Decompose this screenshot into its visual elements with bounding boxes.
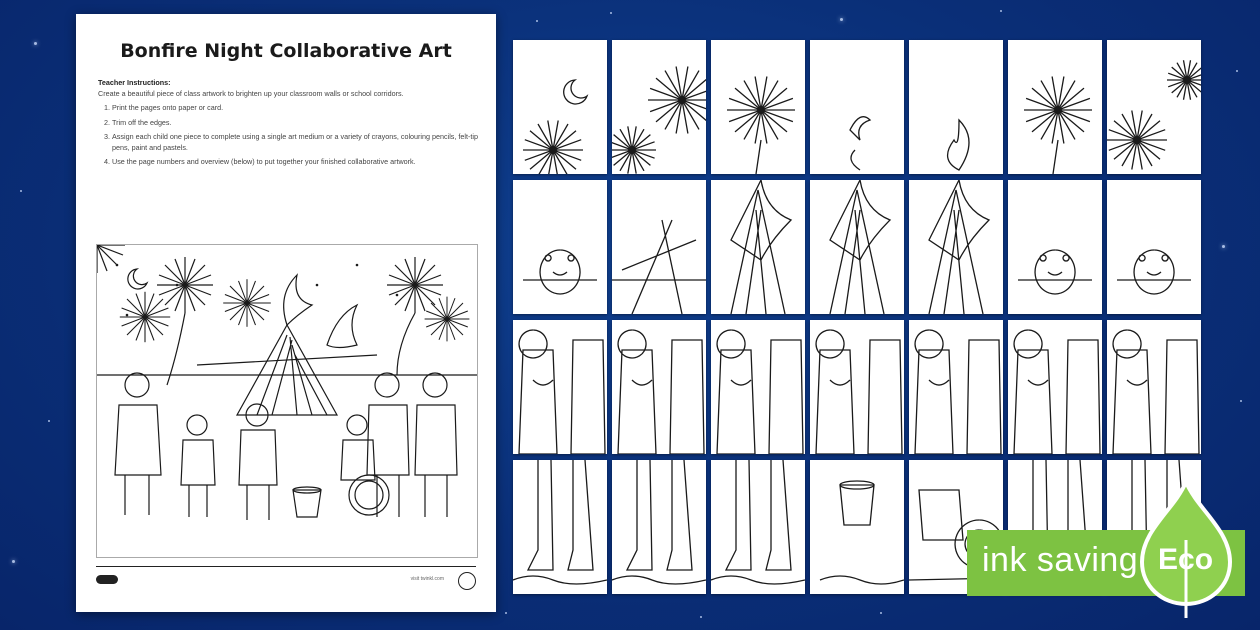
tile-artwork [1107,320,1201,454]
footer-url: visit twinkl.com [410,576,444,582]
tile-artwork [909,320,1003,454]
bonfire [237,325,337,415]
tile-artwork [1008,320,1102,454]
puzzle-tile [711,40,805,174]
tile-artwork [711,40,805,174]
tile-artwork [1107,40,1201,174]
tile-artwork [909,40,1003,174]
twinkl-logo [96,575,118,584]
tile-artwork [612,460,706,594]
moon-icon [128,269,147,289]
puzzle-tile [909,180,1003,314]
puzzle-tile [1008,180,1102,314]
puzzle-tile [612,320,706,454]
puzzle-tile [513,320,607,454]
puzzle-tile [612,460,706,594]
tile-artwork [810,320,904,454]
footer-divider [96,566,476,567]
puzzle-tile [711,320,805,454]
tile-artwork [711,180,805,314]
tile-artwork [612,40,706,174]
firework-burst [97,245,125,273]
puzzle-tile [1008,320,1102,454]
puzzle-tile-grid [513,40,1205,594]
instructions-heading: Teacher Instructions: [98,78,171,87]
puzzle-tile [513,40,607,174]
worksheet-page [76,14,496,612]
puzzle-tile [513,180,607,314]
puzzle-tile [711,180,805,314]
tile-artwork [513,40,607,174]
puzzle-tile [810,320,904,454]
puzzle-tile [1107,40,1201,174]
tile-artwork [513,180,607,314]
tile-artwork [1107,180,1201,314]
worksheet-title: Bonfire Night Collaborative Art [120,40,452,62]
puzzle-tile [909,320,1003,454]
tile-artwork [711,460,805,594]
tile-artwork [612,320,706,454]
tile-artwork [513,460,607,594]
puzzle-tile [711,460,805,594]
puzzle-tile [1107,320,1201,454]
puzzle-tile [1008,40,1102,174]
puzzle-tile [810,180,904,314]
tile-artwork [810,40,904,174]
instruction-step: 2. Trim off the edges. [112,118,478,129]
instructions-steps [98,103,478,168]
tile-artwork [810,460,904,594]
bucket-icon [293,490,321,517]
puzzle-tile [810,460,904,594]
instruction-step: 3. Assign each child one piece to complete using a single art medium or a variety of crayons, colouring pencils, felt-tip pens, paint and pastels. [112,132,478,153]
people-group [115,373,457,520]
instruction-step: 1. Print the pages onto paper or card. [112,103,478,114]
puzzle-tile [909,40,1003,174]
overview-illustration [96,244,478,558]
puzzle-tile [1107,180,1201,314]
puzzle-tile [612,180,706,314]
tile-artwork [909,180,1003,314]
tile-artwork [1008,40,1102,174]
puzzle-tile [612,40,706,174]
puzzle-tile [513,460,607,594]
puzzle-tile [810,40,904,174]
tile-artwork [810,180,904,314]
teacher-instructions [98,78,478,172]
badge-logo [458,572,476,590]
tile-artwork [711,320,805,454]
tile-artwork [1008,180,1102,314]
instructions-intro: Create a beautiful piece of class artwork to brighten up your classroom walls or school corridors. [98,88,404,98]
eco-label: Eco [1158,543,1214,576]
tile-artwork [513,320,607,454]
instruction-step: 4. Use the page numbers and overview (below) to put together your finished collaborative artwork. [112,157,478,168]
eco-banner-text: ink saving [982,541,1139,579]
tile-artwork [612,180,706,314]
